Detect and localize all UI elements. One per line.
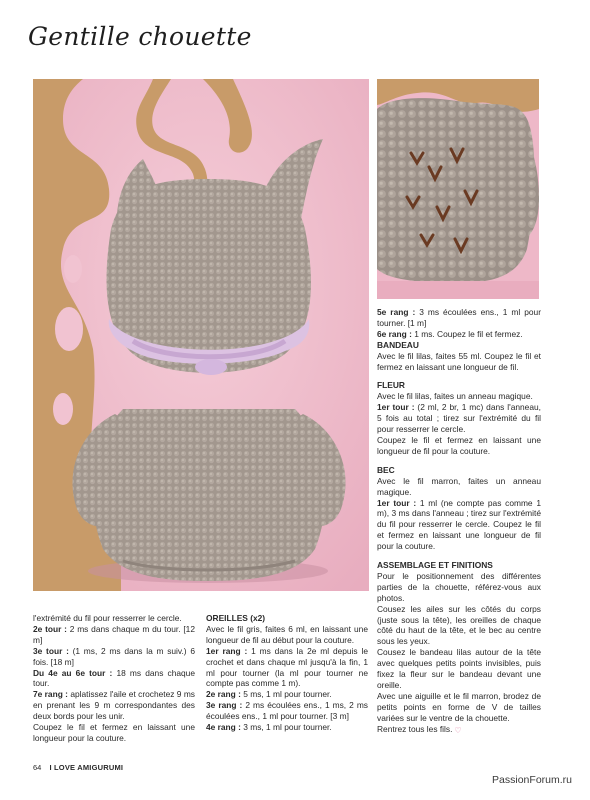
page-number: 64 — [33, 763, 42, 772]
paragraph — [206, 722, 368, 733]
paragraph: Avec le fil gris, faites 6 ml, en laissant une longueur de fil au début pour la couture. — [206, 623, 368, 645]
paragraph: Cousez le bandeau lilas autour de la tête avec quelques petits points invisibles, puis fixez la fleur sur le bandeau devant une oreille. — [377, 647, 541, 690]
text: l'extrémité du fil pour resserrer le cercle. — [33, 613, 182, 623]
text: 5 ms, 1 ml pour tourner. — [240, 689, 332, 700]
paragraph — [33, 689, 195, 722]
column-1 — [33, 613, 195, 744]
section-heading-assemblage: ASSEMBLAGE ET FINITIONS — [377, 560, 493, 571]
paragraph — [377, 498, 541, 553]
text: 1 ms dans la 2e ml depuis le crochet et dans chaque ml jusqu'à la fin, 1 ml pour tourner (la ml pour tourner ne compte pas comme 1 m). — [206, 645, 369, 689]
paragraph — [377, 402, 541, 435]
paragraph — [33, 668, 195, 690]
text: (1 ms, 2 ms dans la m suiv.) 6 fois. [18 m] — [33, 645, 195, 667]
paragraph — [206, 689, 368, 700]
paragraph: Pour le positionnement des différentes parties de la chouette, référez-vous aux photos. — [377, 570, 541, 603]
paragraph: Avec le fil lilas, faites un anneau magique. — [377, 391, 533, 402]
text: 3 ms, 1 ml pour tourner. — [240, 722, 332, 733]
paragraph: Avec le fil lilas, faites 55 ml. Coupez le fil et fermez en laissant une longueur de fil. — [377, 350, 541, 372]
text: (2 ml, 2 br, 1 mc) dans l'anneau, 5 fois au total ; tirez sur l'extrémité du fil pour resserrer le cercle. — [377, 402, 541, 435]
row-label: 1er rang : — [206, 645, 248, 656]
round-label: 2e tour : — [33, 623, 67, 634]
round-label: Du 4e au 6e tour : — [33, 667, 113, 678]
owl-back-illustration — [33, 79, 369, 591]
column-3 — [377, 307, 541, 735]
section-heading-fleur: FLEUR — [377, 380, 405, 391]
row-label: 4e rang : — [206, 722, 241, 733]
round-label: 7e rang : — [33, 689, 68, 700]
belly-closeup-illustration — [377, 79, 539, 299]
text: Coupez le fil et fermez en laissant une longueur pour la couture. — [33, 722, 195, 743]
page-title: Gentille chouette — [28, 22, 252, 51]
section-heading-bec: BEC — [377, 464, 395, 475]
paragraph — [377, 307, 541, 329]
text: 2 ms dans chaque m du tour. [12 m] — [33, 623, 195, 645]
row-label: 6e rang : — [377, 328, 412, 339]
paragraph: Cousez les ailes sur les côtés du corps (juste sous la tête), les oreilles de chaque côté du haut de la tête, et le bec au centre sous les yeux. — [377, 603, 541, 647]
paragraph — [377, 329, 541, 340]
round-label: 1er tour : — [377, 497, 417, 508]
paragraph — [206, 646, 368, 690]
text: 1 ms. Coupez le fil et fermez. — [411, 328, 523, 339]
paragraph — [33, 613, 195, 624]
row-label: 5e rang : — [377, 307, 416, 317]
text: aplatissez l'aile et crochetez 9 ms en prenant les 9 m correspondantes des deux bords pour les unir. — [33, 689, 195, 722]
paragraph — [377, 724, 541, 735]
paragraph: Coupez le fil et fermez en laissant une longueur de fil pour la couture. — [377, 434, 541, 456]
text: 18 ms dans chaque tour. — [33, 667, 195, 689]
text: Rentrez tous les fils. — [377, 723, 453, 734]
column-2 — [206, 613, 368, 733]
section-heading-oreilles: OREILLES (x2) — [206, 613, 266, 623]
section-heading-bandeau: BANDEAU — [377, 339, 419, 350]
paragraph — [33, 722, 195, 744]
text: 1 ml (ne compte pas comme 1 m), 3 ms dans l'anneau ; tirez sur l'extrémité du fil pour resserrer le cercle. Coupez le fil et fermez en laissant une longueur de fil pour la couture. — [377, 497, 541, 552]
watermark: PassionForum.ru — [492, 774, 572, 786]
text: 3 ms écoulées ens., 1 ml pour tourner. [1 m] — [377, 307, 541, 328]
round-label: 1er tour : — [377, 402, 415, 413]
row-label: 3e rang : — [206, 700, 243, 711]
row-label: 2e rang : — [206, 689, 241, 700]
belly-closeup-photo — [377, 79, 539, 299]
paragraph — [206, 700, 368, 722]
round-label: 3e tour : — [33, 645, 69, 656]
magazine-name: I LOVE AMIGURUMI — [49, 763, 124, 772]
paragraph — [33, 624, 195, 646]
main-owl-photo — [33, 79, 369, 591]
paragraph: Avec le fil marron, faites un anneau magique. — [377, 475, 541, 497]
paragraph — [33, 646, 195, 668]
text: 2 ms écoulées ens., 1 ms, 2 ms écoulées ens., 1 ml pour tourner. [3 m] — [206, 700, 368, 722]
page-footer — [33, 763, 123, 772]
paragraph: Avec une aiguille et le fil marron, brodez de petits points en forme de V de tailles variées sur le ventre de la chouette. — [377, 690, 541, 723]
heart-end-mark-icon: ♡ — [454, 725, 462, 735]
